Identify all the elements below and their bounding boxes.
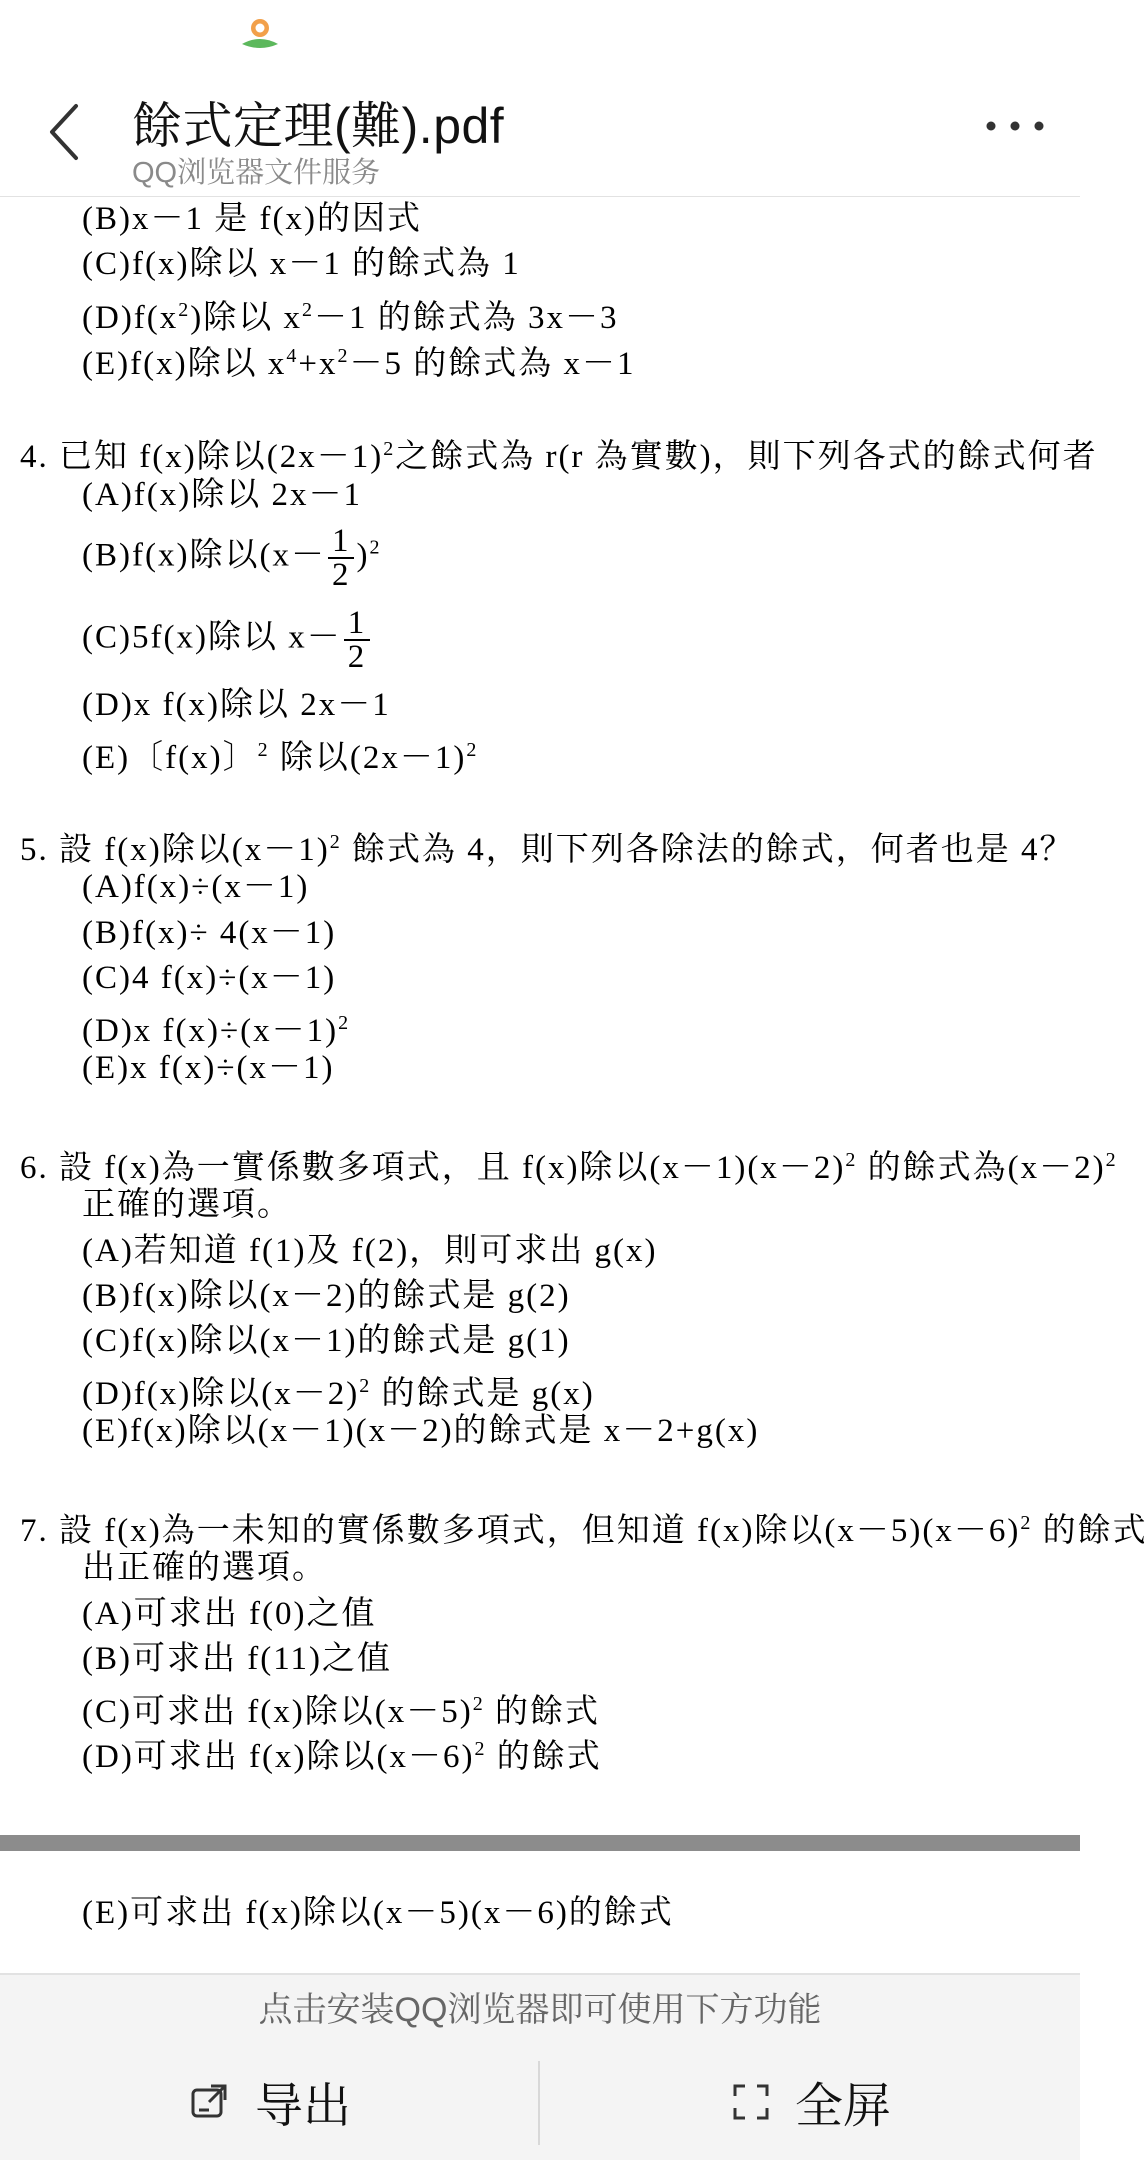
q6-option-a: (A)若知道 f(1)及 f(2)，則可求出 g(x) bbox=[82, 1233, 658, 1269]
fullscreen-button[interactable] bbox=[542, 2043, 1080, 2160]
more-dots-icon[interactable] bbox=[980, 106, 1050, 146]
q5-option-d: (D)x $f(x)\div(x-1)^2$ bbox=[82, 1012, 351, 1049]
q4-option-b: (B)f(x)除以(x－ $\frac{1}{2}$ )$^2$ bbox=[82, 523, 382, 593]
fraction-one-half: $\frac{1}{2}$ bbox=[344, 607, 371, 673]
document-subtitle: QQ浏览器文件服务 bbox=[132, 157, 381, 189]
q5-option-b: (B)f(x)÷ 4(x－1) bbox=[82, 915, 337, 951]
q4-stem: 4. 已知 f(x)除以$(2x-1)^2$之餘式為 r(r 為實數)，則下列各式的餘式何者 bbox=[20, 438, 1098, 475]
q3-option-d: $(D)f(x^2)$除以 $x^2-1$ 的餘式為 3x－3 bbox=[82, 299, 619, 336]
q5-option-e: (E)x f(x)÷(x－1) bbox=[82, 1050, 335, 1086]
q6-option-d: (D)f(x)除以$(x-2)^2$ 的餘式是 g(x) bbox=[82, 1375, 595, 1412]
page-separator bbox=[0, 1835, 1080, 1851]
q6-stem: 6. 設 f(x)為一實係數多項式，且 f(x)除以$(x-1)(x-2)^2$ 的餘式為$(x-2)^2$ bbox=[20, 1149, 1118, 1186]
export-button[interactable] bbox=[0, 2043, 538, 2160]
document-header bbox=[0, 60, 1080, 198]
q7-stem-cont: 出正確的選項。 bbox=[82, 1550, 327, 1586]
q3-option-c: (C)f(x)除以 x－1 的餘式為 1 bbox=[82, 246, 521, 282]
fraction-one-half: $\frac{1}{2}$ bbox=[328, 525, 355, 591]
q7-option-c: (C)可求出 f(x)除以$(x-5)^2$ 的餘式 bbox=[82, 1693, 600, 1730]
chevron-left-icon[interactable] bbox=[44, 100, 84, 164]
q3-option-e: (E)f(x)除以 $x^4+x^2-5$ 的餘式為 x－1 bbox=[82, 345, 636, 382]
toolbar-divider bbox=[538, 2061, 540, 2145]
q5-option-c: (C)4 f(x)÷(x－1) bbox=[82, 960, 337, 996]
q6-option-c: (C)f(x)除以(x－1)的餘式是 g(1) bbox=[82, 1323, 571, 1359]
export-icon bbox=[187, 2082, 231, 2122]
q5-option-a: (A)f(x)÷(x－1) bbox=[82, 869, 310, 905]
q3-option-b: (B)x－1 是 f(x)的因式 bbox=[82, 201, 422, 237]
q4-option-d: (D)x f(x)除以 2x－1 bbox=[82, 687, 391, 723]
q4-option-e: (E)〔f(x)〕$^2$ 除以$(2x-1)^2$ bbox=[82, 739, 479, 776]
qq-browser-logo-icon bbox=[238, 16, 282, 52]
q4-option-a: (A)f(x)除以 2x－1 bbox=[82, 477, 363, 513]
export-label: 导出 bbox=[254, 2080, 351, 2133]
install-banner[interactable]: 点击安装QQ浏览器即可使用下方功能 bbox=[0, 1973, 1080, 2045]
pdf-page-view[interactable] bbox=[0, 197, 1148, 1973]
fullscreen-label: 全屏 bbox=[794, 2080, 891, 2133]
q6-stem-cont: 正確的選項。 bbox=[82, 1187, 292, 1223]
q7-stem: 7. 設 f(x)為一未知的實係數多項式，但知道 f(x)除以$(x-5)(x-6)^2$ 的餘式 bbox=[20, 1512, 1148, 1549]
q6-option-e: (E)f(x)除以(x－1)(x－2)的餘式是 x－2+g(x) bbox=[82, 1413, 760, 1449]
q7-option-e: (E)可求出 f(x)除以(x－5)(x－6)的餘式 bbox=[82, 1895, 674, 1931]
q6-option-b: (B)f(x)除以(x－2)的餘式是 g(2) bbox=[82, 1278, 571, 1314]
fullscreen-icon bbox=[731, 2082, 771, 2122]
q7-option-a: (A)可求出 f(0)之值 bbox=[82, 1596, 377, 1632]
q4-option-c: (C)5f(x)除以 x－ $\frac{1}{2}$ bbox=[82, 607, 372, 673]
bottom-toolbar bbox=[0, 2043, 1080, 2160]
q7-option-b: (B)可求出 f(11)之值 bbox=[82, 1641, 392, 1677]
q7-option-d: (D)可求出 f(x)除以$(x-6)^2$ 的餘式 bbox=[82, 1738, 602, 1775]
q5-stem: 5. 設 f(x)除以$(x-1)^2$ 餘式為 4，則下列各除法的餘式，何者也是 4？ bbox=[20, 831, 1075, 868]
document-title: 餘式定理(難).pdf bbox=[132, 98, 505, 154]
